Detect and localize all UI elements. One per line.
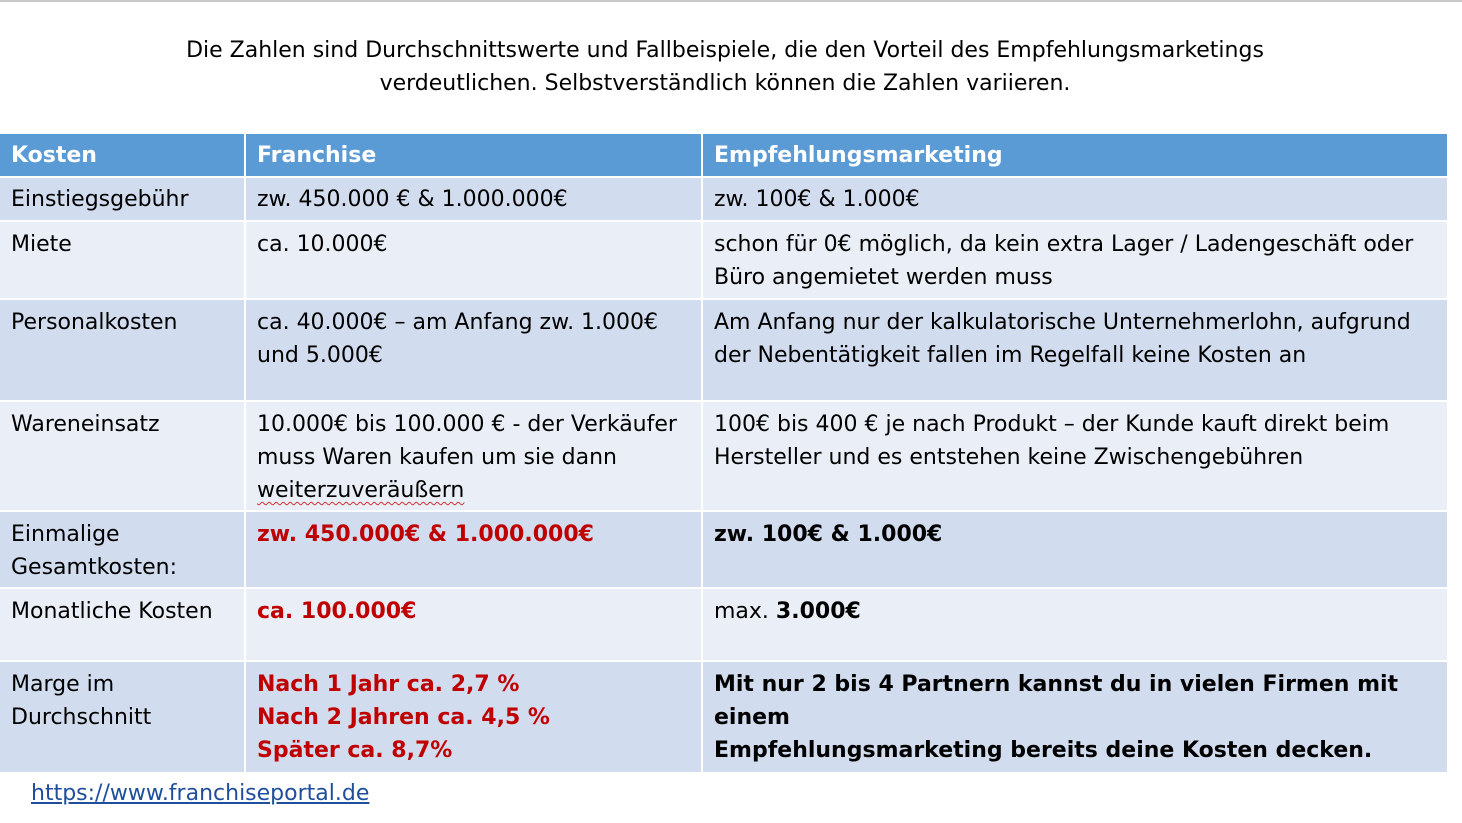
label-line: Durchschnitt	[11, 705, 152, 730]
table-row-einmalige-gesamtkosten	[0, 511, 1448, 588]
top-divider	[0, 0, 1462, 2]
row-label: Monatliche Kosten	[0, 588, 245, 661]
franchise-cell: zw. 450.000€ & 1.000.000€	[245, 511, 702, 588]
empfehlung-cell	[702, 299, 1448, 401]
franchise-line: Nach 2 Jahren ca. 4,5 %	[257, 705, 550, 730]
empfehlung-line: Hersteller und es entstehen keine Zwischengebühren	[714, 445, 1304, 470]
spellcheck-underlined-word: weiterzuveräußern	[257, 478, 465, 503]
franchise-cell: zw. 450.000 € & 1.000.000€	[245, 177, 702, 221]
empfehlung-line: schon für 0€ möglich, da kein extra Lager / Ladengeschäft oder	[714, 232, 1414, 257]
table-row-marge	[0, 661, 1448, 773]
empfehlung-cell	[702, 588, 1448, 661]
franchise-line: und 5.000€	[257, 343, 383, 368]
label-line: Marge im	[11, 672, 115, 697]
intro-line-2: verdeutlichen. Selbstverständlich können die Zahlen variieren.	[379, 71, 1071, 96]
empfehlung-line: Büro angemietet werden muss	[714, 265, 1053, 290]
franchise-line-spellcheck	[257, 474, 691, 507]
empfehlung-cell	[702, 661, 1448, 773]
table-row-monatliche-kosten	[0, 588, 1448, 661]
row-label	[0, 511, 245, 588]
label-line: Gesamtkosten:	[11, 555, 177, 580]
table-row-personalkosten	[0, 299, 1448, 401]
intro-line-1: Die Zahlen sind Durchschnittswerte und Fallbeispiele, die den Vorteil des Empfehlungsmarketings	[186, 38, 1264, 63]
franchise-cell	[245, 299, 702, 401]
empfehlung-cell	[702, 221, 1448, 299]
row-label	[0, 661, 245, 773]
table-row-miete	[0, 221, 1448, 299]
row-label: Wareneinsatz	[0, 401, 245, 511]
source-link[interactable]: https://www.franchiseportal.de	[31, 781, 370, 806]
empfehlung-line: 100€ bis 400 € je nach Produkt – der Kunde kauft direkt beim	[714, 412, 1390, 437]
empfehlung-line: Mit nur 2 bis 4 Partnern kannst du in vielen Firmen mit einem	[714, 672, 1399, 730]
label-line: Einmalige	[11, 522, 120, 547]
table-row-wareneinsatz	[0, 401, 1448, 511]
franchise-line: Nach 1 Jahr ca. 2,7 %	[257, 672, 520, 697]
franchise-line: Später ca. 8,7%	[257, 738, 453, 763]
franchise-line: 10.000€ bis 100.000 € - der Verkäufer	[257, 412, 677, 437]
empfehlung-cell	[702, 401, 1448, 511]
table-header-row	[0, 134, 1448, 177]
franchise-cell	[245, 401, 702, 511]
row-label: Personalkosten	[0, 299, 245, 401]
cost-comparison-table	[0, 134, 1449, 774]
empfehlung-cell: zw. 100€ & 1.000€	[702, 511, 1448, 588]
header-franchise: Franchise	[245, 134, 702, 177]
franchise-cell	[245, 661, 702, 773]
empfehlung-line: Am Anfang nur der kalkulatorische Unternehmerlohn, aufgrund	[714, 310, 1411, 335]
row-label: Einstiegsgebühr	[0, 177, 245, 221]
empfehlung-value: 3.000€	[775, 599, 861, 624]
franchise-line: muss Waren kaufen um sie dann	[257, 445, 617, 470]
franchise-line: ca. 40.000€ – am Anfang zw. 1.000€	[257, 310, 659, 335]
header-kosten: Kosten	[0, 134, 245, 177]
empfehlung-line: Empfehlungsmarketing bereits deine Kosten decken.	[714, 738, 1373, 763]
row-label: Miete	[0, 221, 245, 299]
header-empfehlungsmarketing: Empfehlungsmarketing	[702, 134, 1448, 177]
franchise-cell: ca. 10.000€	[245, 221, 702, 299]
table-row-einstiegsgebuehr	[0, 177, 1448, 221]
intro-text	[0, 34, 1450, 100]
empfehlung-cell: zw. 100€ & 1.000€	[702, 177, 1448, 221]
empfehlung-prefix: max.	[714, 599, 776, 624]
franchise-cell: ca. 100.000€	[245, 588, 702, 661]
empfehlung-line: der Nebentätigkeit fallen im Regelfall keine Kosten an	[714, 343, 1307, 368]
